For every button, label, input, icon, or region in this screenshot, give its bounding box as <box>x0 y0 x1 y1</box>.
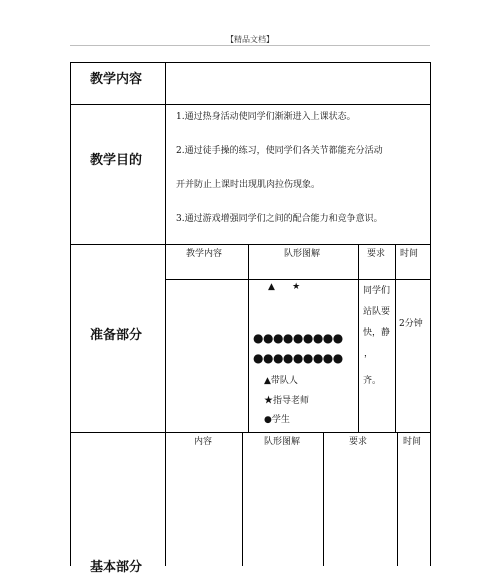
goal-line: 2.通过徒手操的练习，使同学们各关节都能充分活动 <box>176 146 383 156</box>
basic-header-time: 时间 <box>403 437 422 447</box>
requirement-line: 站队要 <box>363 307 391 317</box>
table-divider <box>70 432 431 433</box>
goal-line: 1.通过热身活动使同学们渐渐进入上课状态。 <box>176 112 356 122</box>
table-border-right <box>430 62 431 566</box>
prep-column-divider <box>395 244 396 432</box>
legend-student: ●学生 <box>264 415 290 425</box>
basic-row-label: 基本部分 <box>90 560 143 575</box>
table-divider <box>70 244 431 245</box>
requirement-line: 同学们 <box>363 286 391 296</box>
basic-column-divider <box>397 432 398 566</box>
prep-header-content: 教学内容 <box>186 249 223 259</box>
prep-time-value: 2分钟 <box>399 319 423 329</box>
basic-header-formation: 队形图解 <box>264 437 301 447</box>
header-divider <box>70 45 430 46</box>
requirement-line: 快，静 <box>363 328 391 338</box>
prep-column-divider <box>358 244 359 432</box>
legend-teacher: ★指导老师 <box>264 396 310 406</box>
goal-row-label: 教学目的 <box>90 153 143 168</box>
table-border-top <box>70 62 431 63</box>
table-divider <box>70 104 431 105</box>
table-border-left <box>70 62 71 566</box>
basic-column-divider <box>242 432 243 566</box>
formation-student-row: ●●●●●●●●● <box>253 351 343 365</box>
goal-line: 开并防止上课时出现肌肉拉伤现象。 <box>176 180 321 190</box>
prep-header-time: 时间 <box>400 249 419 259</box>
prep-header-formation: 队形图解 <box>284 249 321 259</box>
prep-header-requirement: 要求 <box>367 249 386 259</box>
basic-column-divider <box>323 432 324 566</box>
table-divider <box>165 279 431 280</box>
formation-leader-teacher-symbols: ▲ ★ <box>268 282 301 292</box>
legend-leader: ▲带队人 <box>264 376 298 386</box>
basic-header-requirement: 要求 <box>349 437 368 447</box>
requirement-line: ， <box>364 349 374 359</box>
goal-line: 3.通过游戏增强同学们之间的配合能力和竞争意识。 <box>176 214 383 224</box>
label-column-divider <box>165 62 166 566</box>
formation-student-row: ●●●●●●●●● <box>253 331 343 345</box>
prep-row-label: 准备部分 <box>90 328 143 343</box>
basic-header-content: 内容 <box>194 437 213 447</box>
prep-column-divider <box>248 244 249 432</box>
page-header: 【精品文档】 <box>226 35 274 44</box>
content-row-label: 教学内容 <box>90 72 143 87</box>
requirement-line: 齐。 <box>363 376 382 386</box>
